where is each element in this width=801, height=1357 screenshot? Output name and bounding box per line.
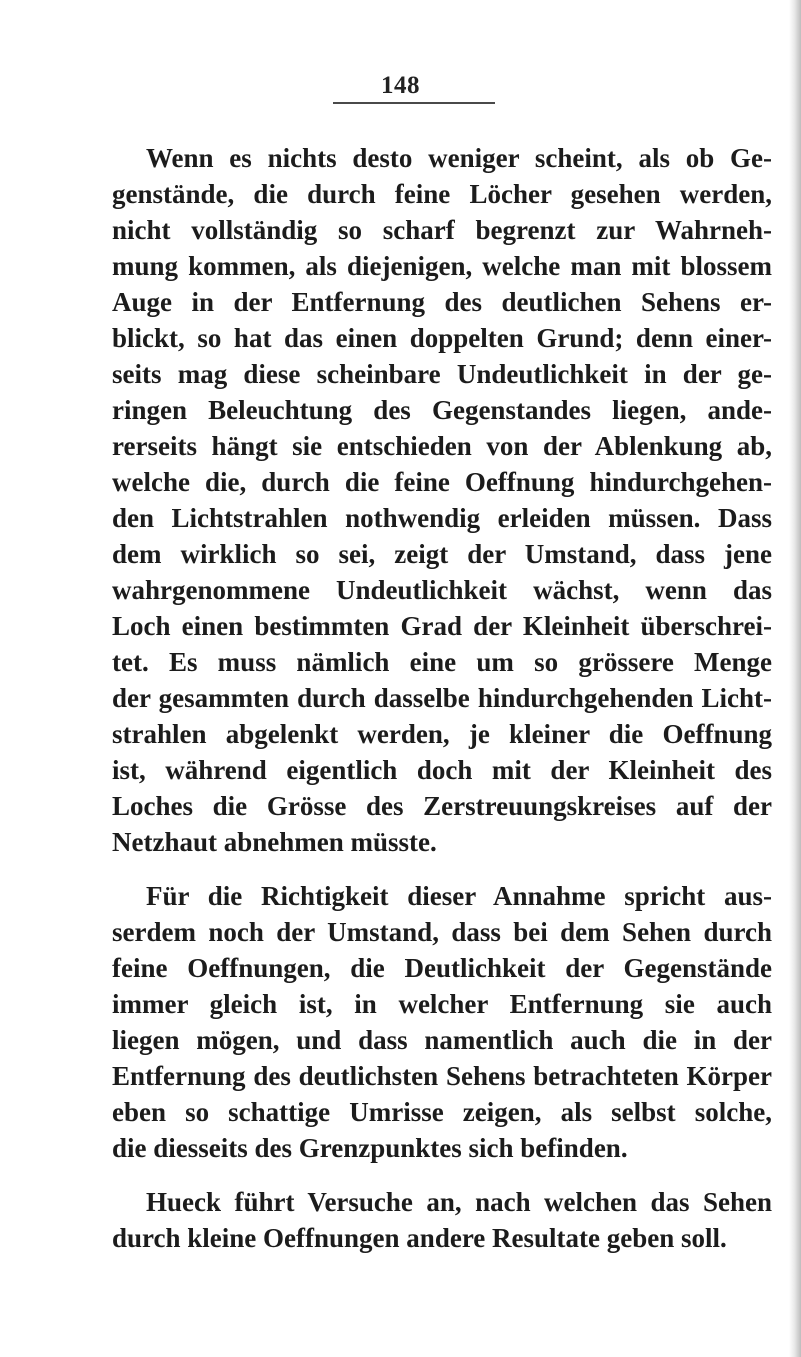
text-line: Wenn es nichts desto weniger scheint, als ob Ge- [146,143,772,173]
text-line: welche die, durch die feine Oeffnung hindurchgehen- [112,467,772,497]
text-line: ringen Beleuchtung des Gegenstandes liegen, ande- [112,395,772,425]
text-line: Loch einen bestimmten Grad der Kleinheit überschrei- [112,611,772,641]
text-line: blickt, so hat das einen doppelten Grund; denn einer- [112,323,772,353]
text-line: eben so schattige Umrisse zeigen, als selbst solche, [112,1097,772,1127]
text-line: tet. Es muss nämlich eine um so grössere Menge [112,647,772,677]
paragraph-gap [112,1166,772,1184]
header-rule [333,102,495,104]
text-line: nicht vollständig so scharf begrenzt zur Wahrneh- [112,215,772,245]
text-line: dem wirklich so sei, zeigt der Umstand, dass jene [112,539,772,569]
text-line: immer gleich ist, in welcher Entfernung sie auch [112,989,772,1019]
text-line: wahrgenommene Undeutlichkeit wächst, wenn das [112,575,772,605]
text-line: rerseits hängt sie entschieden von der Ablenkung ab, [112,431,772,461]
paragraph-2 [112,878,772,1166]
text-line: seits mag diese scheinbare Undeutlichkeit in der ge- [112,359,772,389]
text-line: liegen mögen, und dass namentlich auch die in der [112,1025,772,1055]
text-line: feine Oeffnungen, die Deutlichkeit der Gegenstände [112,953,772,983]
text-line: ist, während eigentlich doch mit der Kleinheit des [112,755,772,785]
text-line: Loches die Grösse des Zerstreuungskreises auf der [112,791,772,821]
paragraph-3 [112,1184,772,1256]
page-number: 148 [381,72,420,99]
text-line: Entfernung des deutlichsten Sehens betrachteten Körper [112,1061,772,1091]
page-edge-shadow [789,0,801,1357]
text-line: die diesseits des Grenzpunktes sich befinden. [112,1133,628,1163]
text-line: Hueck führt Versuche an, nach welchen das Sehen [146,1187,772,1217]
text-line: genstände, die durch feine Löcher gesehen werden, [112,179,772,209]
text-line: serdem noch der Umstand, dass bei dem Sehen durch [112,917,772,947]
text-line: Auge in der Entfernung des deutlichen Sehens er- [112,287,772,317]
text-line: Netzhaut abnehmen müsste. [112,827,437,857]
paragraph-gap [112,860,772,878]
text-line: mung kommen, als diejenigen, welche man mit blossem [112,251,772,281]
text-line: den Lichtstrahlen nothwendig erleiden müssen. Dass [112,503,772,533]
body-text [112,140,772,1256]
text-line: der gesammten durch dasselbe hindurchgehenden Licht- [112,683,772,713]
text-line: Für die Richtigkeit dieser Annahme spricht aus- [146,881,772,911]
paragraph-1 [112,140,772,860]
text-line: durch kleine Oeffnungen andere Resultate geben soll. [112,1223,727,1253]
text-line: strahlen abgelenkt werden, je kleiner die Oeffnung [112,719,772,749]
